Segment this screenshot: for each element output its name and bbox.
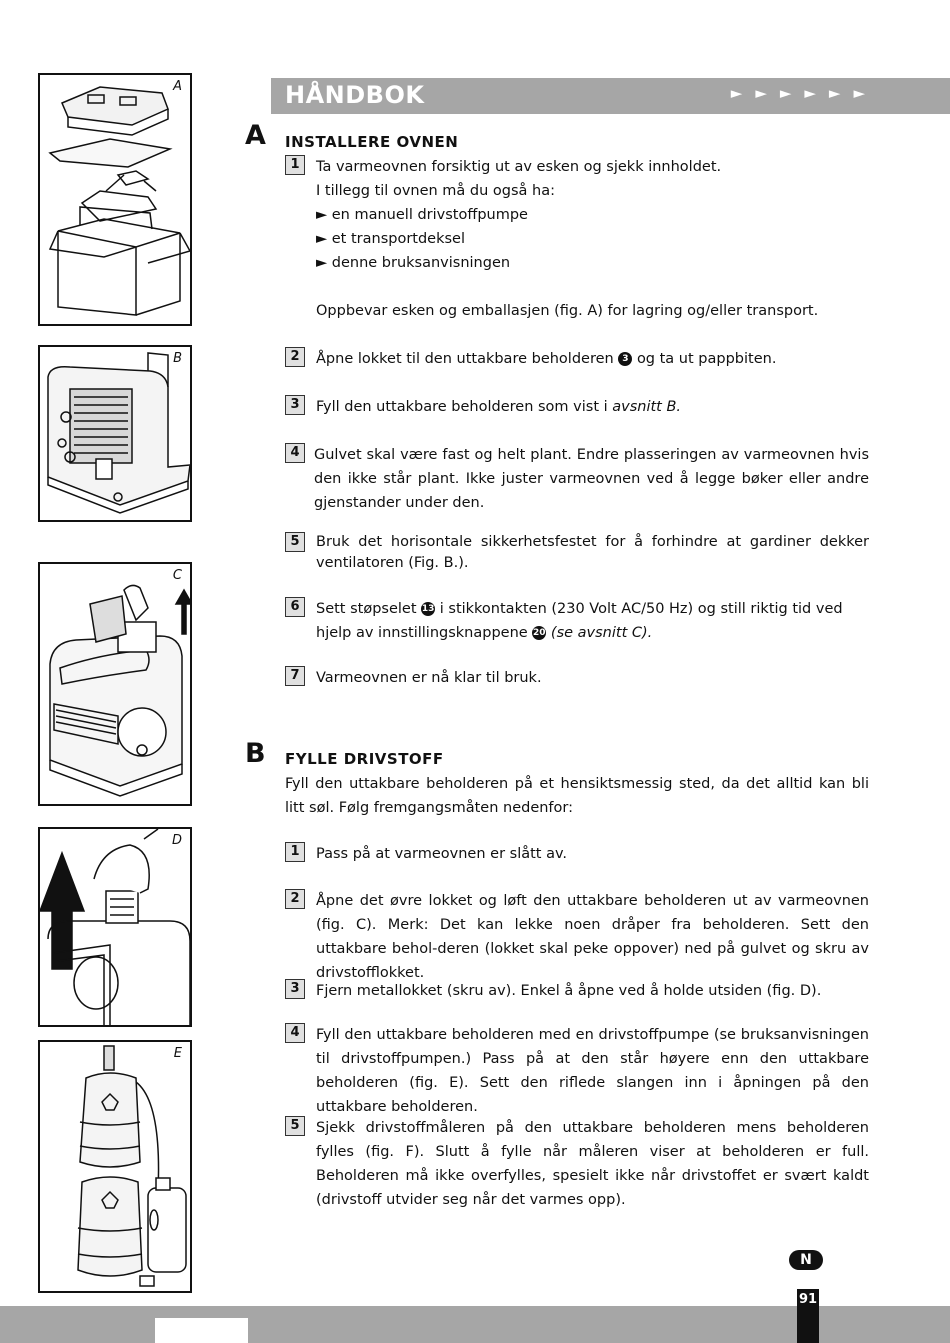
step-b5 — [285, 1116, 869, 1212]
step-text-italic: avsnitt B. — [612, 399, 682, 415]
part-ref-badge: 13 — [421, 604, 435, 614]
pump-refill-illustration — [40, 1042, 192, 1293]
step-text: Sjekk drivstoffmåleren på den uttakbare beholderen mens beholderen fylles (fig. F). Slutt å fylle når måleren viser at beholderen er full. Beholderen må ikke overfylles, spesielt ikke når drivstoffet er svært kaldt (drivstoff utvider seg når det varmes opp). — [316, 1120, 869, 1208]
list-item: ► en manuell drivstoffpumpe — [316, 207, 528, 223]
step-number: 7 — [285, 666, 305, 686]
step-text: i stikkontakten (230 Volt AC/50 Hz) og still riktig tid ved hjelp av innstillingsknappene — [316, 601, 843, 641]
step-a7 — [285, 666, 869, 690]
step-a5 — [285, 532, 869, 574]
header-arrows-icon: ►►►►►► — [730, 84, 878, 102]
section-a-letter: A — [245, 120, 266, 151]
section-b-intro: Fyll den uttakbare beholderen på et hensiktsmessig sted, da det alltid kan bli litt søl. Følg fremgangsmåten nedenfor: — [285, 776, 869, 816]
step-b4 — [285, 1023, 869, 1119]
figure-label: C — [172, 568, 182, 583]
heater-back-illustration — [40, 347, 192, 522]
footer-white-block — [155, 1318, 248, 1343]
header-bar — [271, 78, 950, 114]
cap-unscrew-illustration — [40, 829, 192, 1027]
step-text: og ta ut pappbiten. — [636, 351, 777, 367]
language-badge: N — [789, 1250, 823, 1270]
figure-c — [38, 562, 192, 806]
step-b3 — [285, 979, 869, 1003]
step-number: 1 — [285, 842, 305, 862]
step-a3 — [285, 395, 869, 419]
step-number: 2 — [285, 889, 305, 909]
list-item: ► denne bruksanvisningen — [316, 255, 511, 271]
step-number: 4 — [285, 1023, 305, 1043]
step-number: 2 — [285, 347, 305, 367]
page-number: 91 — [797, 1289, 819, 1343]
tank-removal-illustration — [40, 564, 192, 806]
page-title: HÅNDBOK — [285, 81, 425, 109]
step-a2 — [285, 347, 869, 371]
step-number: 3 — [285, 395, 305, 415]
figure-e — [38, 1040, 192, 1293]
step-text: Sett støpselet — [316, 601, 417, 617]
step-number: 6 — [285, 597, 305, 617]
step-number: 1 — [285, 155, 305, 175]
step-text: Bruk det horisontale sikkerhetsfestet for å forhindre at gardiner dekker ventilatoren (Fig. B.). — [316, 534, 869, 571]
part-ref-badge: 20 — [533, 628, 546, 638]
box-unpacking-illustration — [40, 75, 192, 326]
step-text: Varmeovnen er nå klar til bruk. — [316, 670, 542, 686]
figure-b — [38, 345, 192, 522]
step-text: Oppbevar esken og emballasjen (fig. A) for lagring og/eller transport. — [316, 303, 819, 319]
step-number: 5 — [285, 532, 305, 552]
part-ref-badge: 3 — [618, 352, 632, 366]
step-text: Fjern metallokket (skru av). Enkel å åpne ved å holde utsiden (fig. D). — [316, 983, 822, 999]
step-text: Pass på at varmeovnen er slått av. — [316, 846, 568, 862]
figure-label: D — [171, 833, 182, 848]
step-b2 — [285, 889, 869, 985]
step-number: 4 — [285, 443, 305, 463]
step-text: Gulvet skal være fast og helt plant. Endre plasseringen av varmeovnen hvis den ikke står plant. Ikke juster varmeovnen ved å legge bøker eller andre gjenstander under den. — [314, 447, 869, 511]
figure-a — [38, 73, 192, 326]
step-text: Åpne det øvre lokket og løft den uttakbare beholderen ut av varmeovnen (fig. C). Merk: Det kan lekke noen dråper fra beholderen. Sett den uttakbare behol-deren (lokket skal peke oppover) ned på gulvet og skru av drivstofflokket. — [316, 893, 869, 981]
figure-label: A — [173, 79, 182, 94]
step-text: Fyll den uttakbare beholderen med en drivstoffpumpe (se bruksanvisningen til drivstoffpumpen.) Pass på at den står høyere enn den uttakbare beholderen (fig. E). Sett den riflede slangen inn i åpningen på den uttakbare beholderen. — [316, 1027, 869, 1115]
figure-label: E — [173, 1046, 182, 1061]
step-text: Ta varmeovnen forsiktig ut av esken og sjekk innholdet. — [316, 159, 722, 175]
figure-d — [38, 827, 192, 1027]
step-a4 — [285, 443, 869, 515]
step-text: Åpne lokket til den uttakbare beholderen — [316, 351, 614, 367]
step-a6 — [285, 597, 869, 645]
figure-label: B — [173, 351, 182, 366]
step-a1 — [285, 155, 869, 323]
step-text-italic: (se avsnitt C). — [550, 625, 653, 641]
section-b-title: FYLLE DRIVSTOFF — [285, 750, 444, 768]
section-a-title: INSTALLERE OVNEN — [285, 133, 459, 151]
step-number: 5 — [285, 1116, 305, 1136]
step-b1 — [285, 842, 869, 866]
step-text: Fyll den uttakbare beholderen som vist i — [316, 399, 608, 415]
step-number: 3 — [285, 979, 305, 999]
section-b-letter: B — [245, 738, 266, 769]
step-text: I tillegg til ovnen må du også ha: — [316, 183, 556, 199]
list-item: ► et transportdeksel — [316, 231, 466, 247]
